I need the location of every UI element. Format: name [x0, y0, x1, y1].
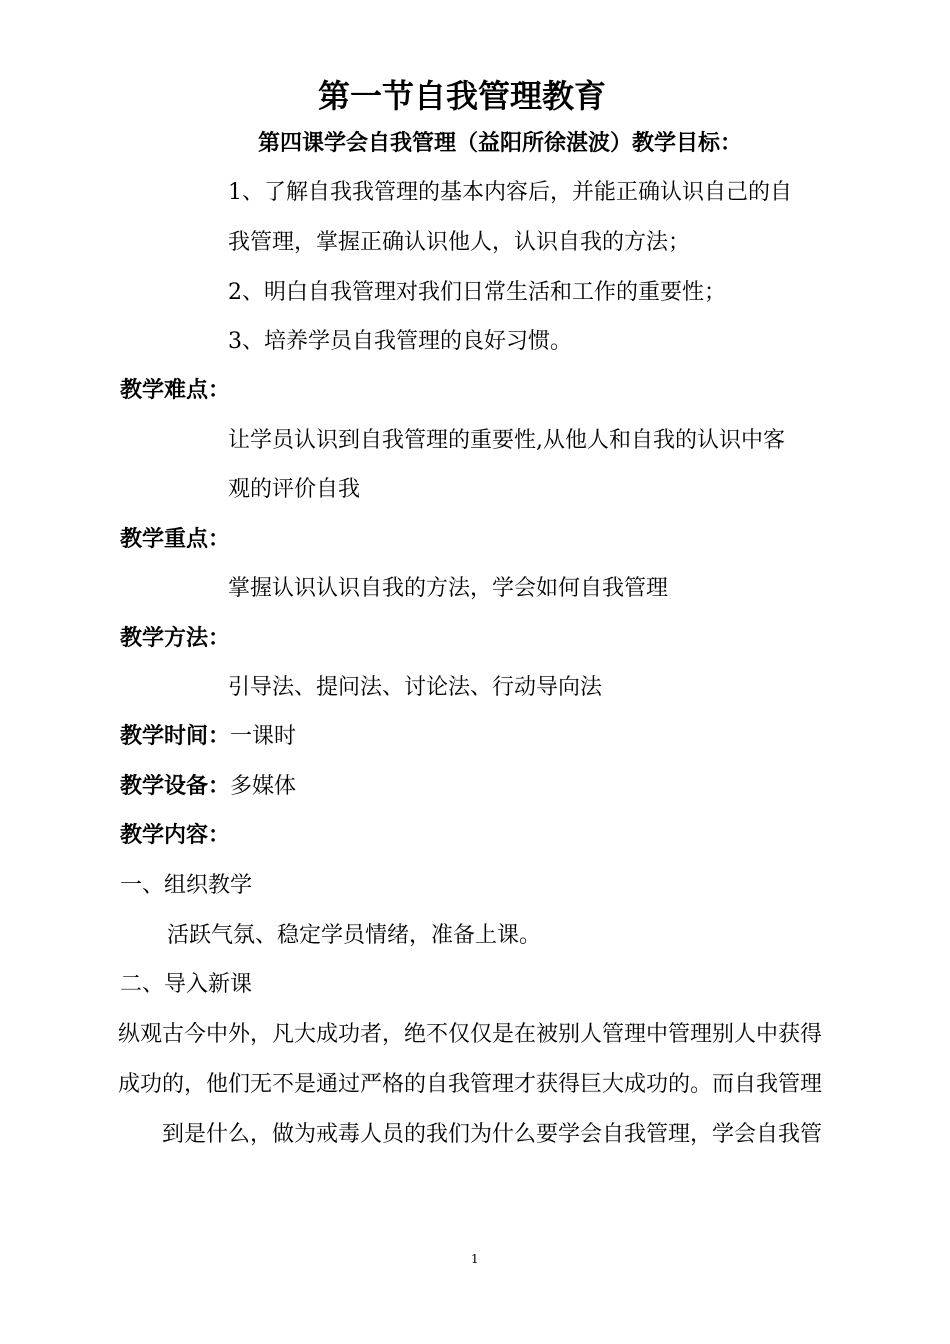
difficulty-line: 观的评价自我	[228, 477, 361, 502]
time-row	[120, 722, 296, 752]
section2-line: 纵观古今中外，凡大成功者，绝不仅仅是在被别人管理中管理别人中获得	[118, 1022, 823, 1047]
time-value: 一课时	[230, 724, 297, 749]
content-heading: 教学内容：	[120, 823, 231, 848]
equipment-heading: 教学设备：	[120, 774, 231, 799]
method-heading: 教学方法：	[120, 626, 231, 651]
keypoint-heading: 教学重点：	[120, 527, 231, 552]
time-heading: 教学时间：	[120, 724, 231, 749]
section2-line: 到是什么，做为戒毒人员的我们为什么要学会自我管理，学会自我管	[162, 1122, 823, 1147]
page-title: 第一节自我管理教育	[318, 77, 607, 115]
lesson-subtitle: 第四课学会自我管理（益阳所徐湛波）教学目标：	[258, 131, 743, 156]
method-line: 引导法、提问法、讨论法、行动导向法	[228, 675, 603, 700]
objective-line: 1、了解自我我管理的基本内容后，并能正确认识自己的自	[228, 180, 792, 205]
difficulty-line: 让学员认识到自我管理的重要性,从他人和自我的认识中客	[228, 428, 785, 453]
equipment-value: 多媒体	[230, 774, 297, 799]
objective-line: 2、明白自我管理对我们日常生活和工作的重要性；	[228, 280, 726, 305]
objective-line: 3、培养学员自我管理的良好习惯。	[228, 329, 572, 354]
section2-line: 成功的，他们无不是通过严格的自我管理才获得巨大成功的。而自我管理	[118, 1072, 823, 1097]
section2-heading: 二、导入新课	[120, 972, 253, 997]
difficulty-heading: 教学难点：	[120, 378, 231, 403]
keypoint-line: 掌握认识认识自我的方法，学会如何自我管理	[228, 576, 669, 601]
section1-line: 活跃气氛、稳定学员情绪，准备上课。	[167, 923, 542, 948]
equipment-row	[120, 772, 296, 802]
page-number: 1	[471, 1252, 479, 1266]
section1-heading: 一、组织教学	[120, 873, 253, 898]
objective-line: 我管理，掌握正确认识他人，认识自我的方法；	[228, 230, 691, 255]
